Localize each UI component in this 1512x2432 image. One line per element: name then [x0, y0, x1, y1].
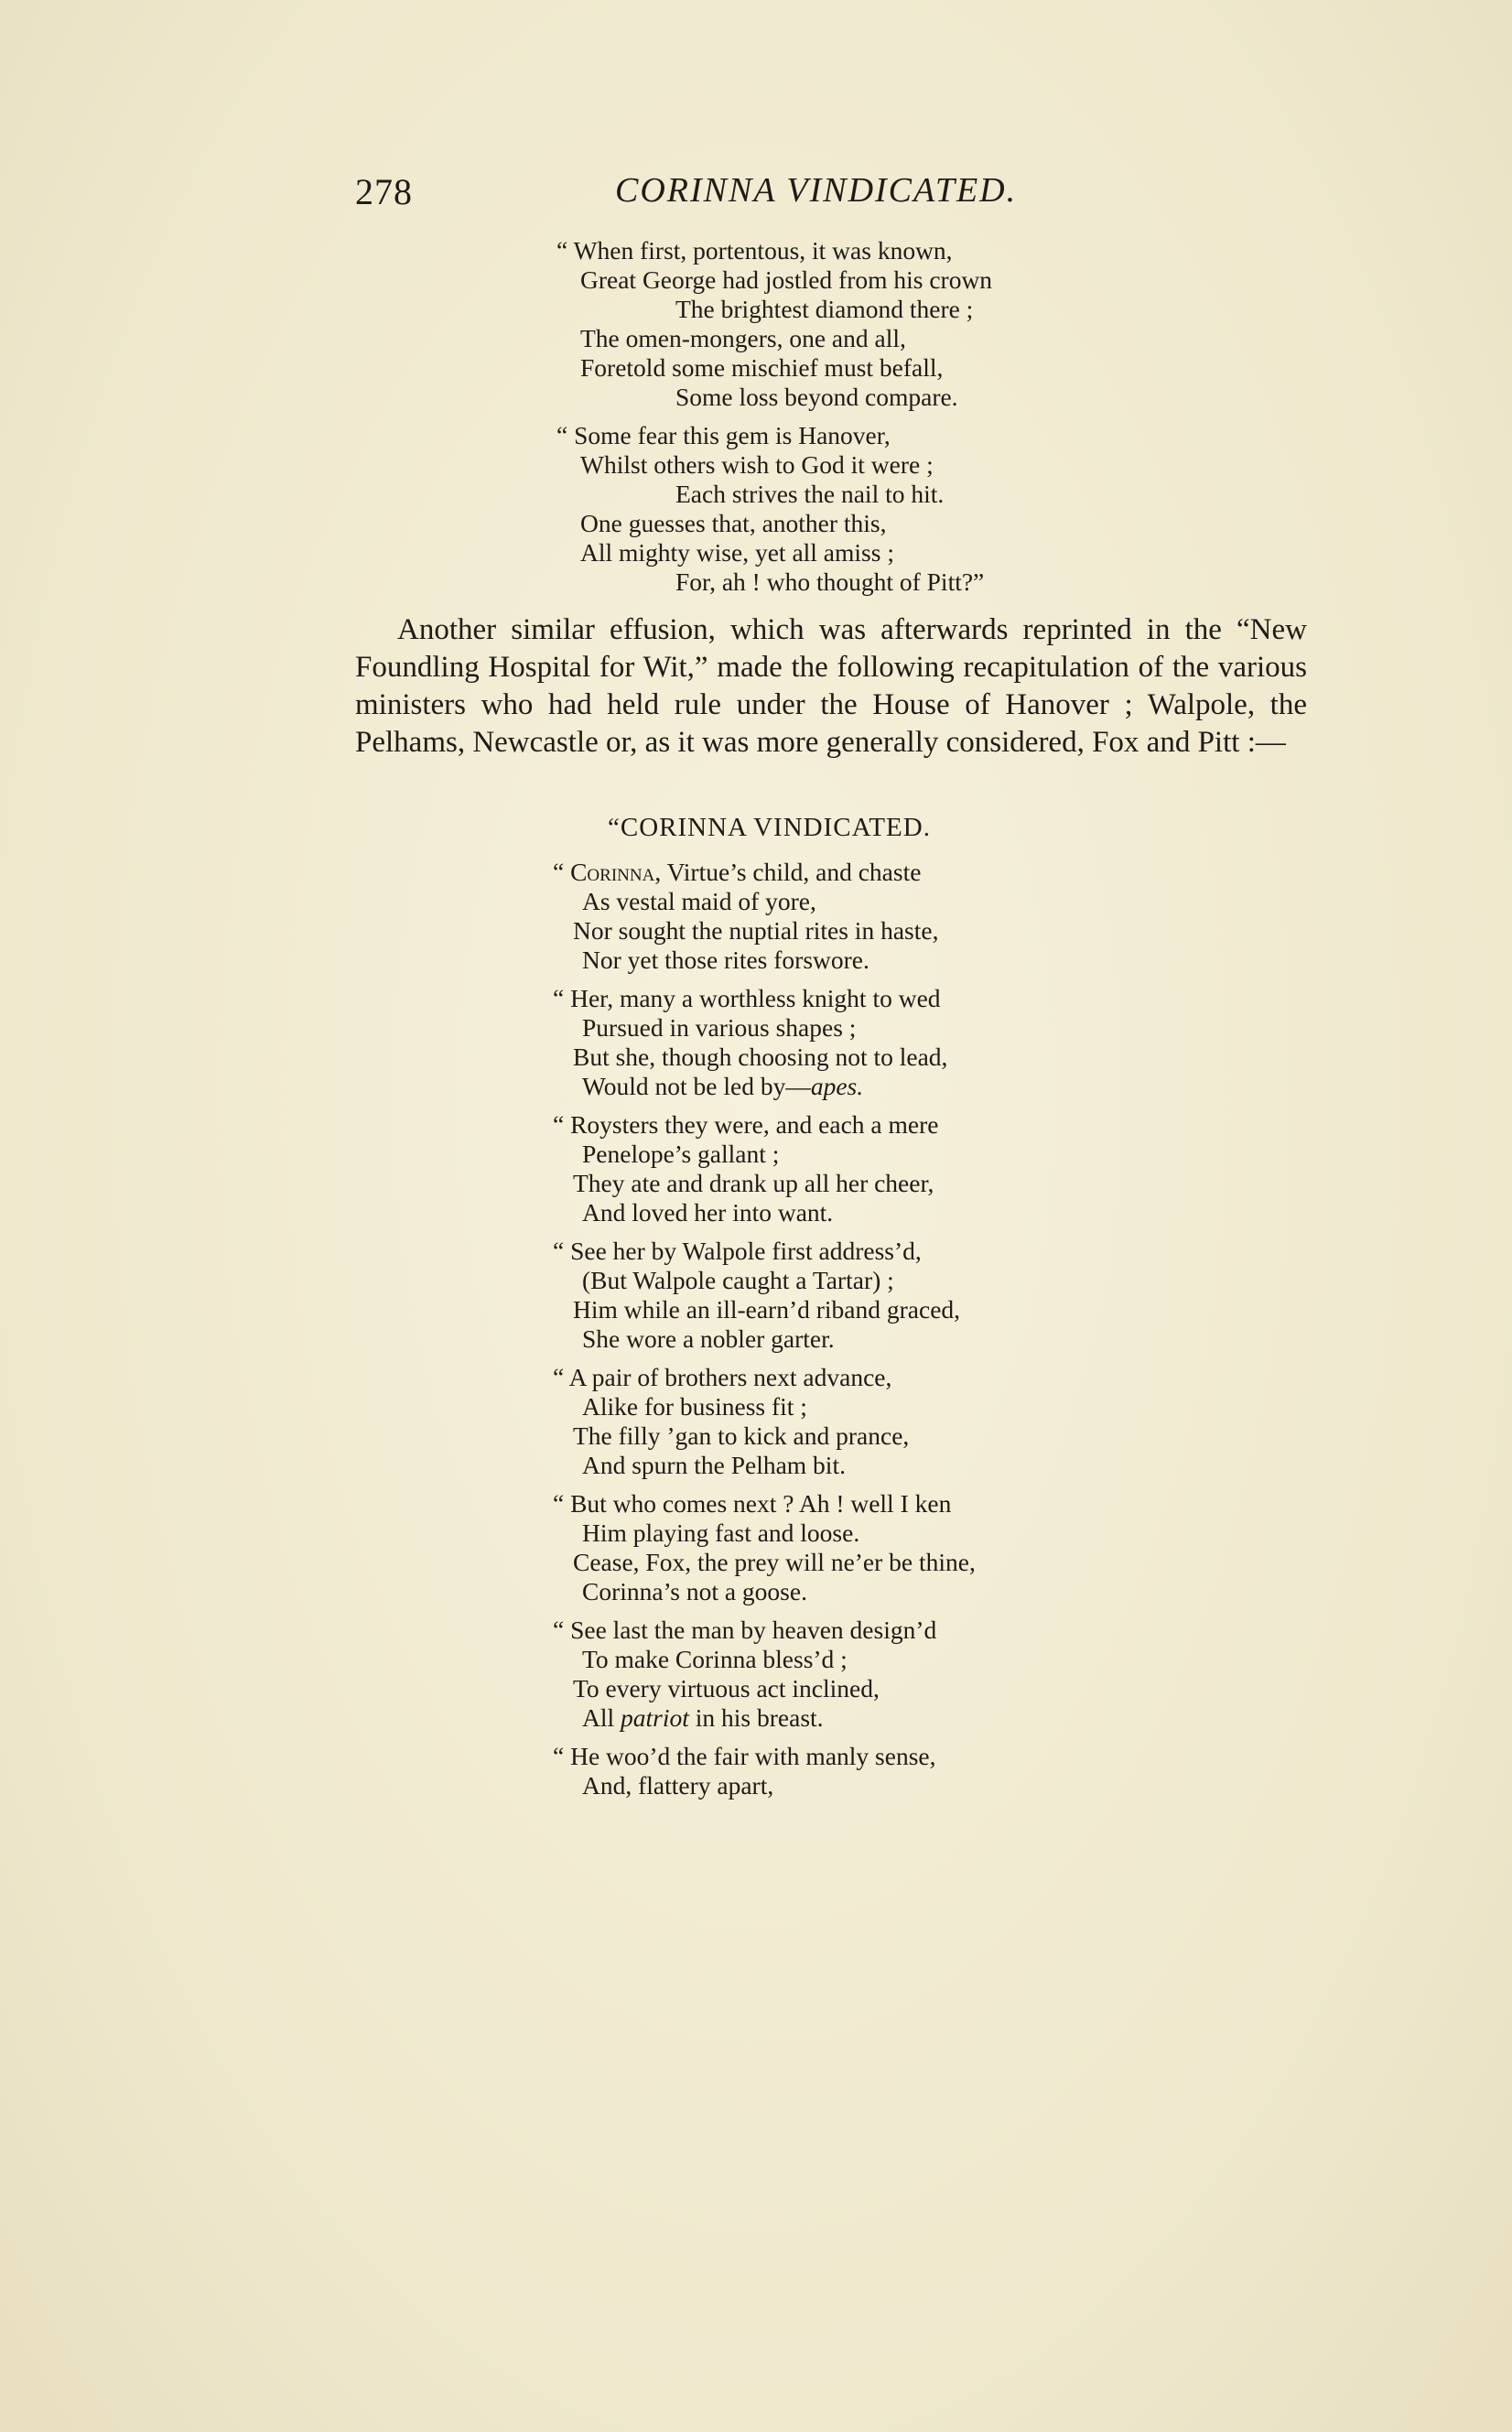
- poem-title: “CORINNA VINDICATED.: [608, 813, 931, 842]
- poem-line: Whilst others wish to God it were ;: [580, 450, 934, 479]
- page-number: 278: [355, 171, 413, 212]
- line-rest: Virtue’s child, and chaste: [661, 858, 922, 886]
- stanza: [553, 858, 976, 975]
- poem-line: “ Roysters they were, and each a mere: [553, 1110, 939, 1139]
- italic-word: apes.: [810, 1072, 864, 1100]
- paragraph-text: Another similar effusion, which was afterwards reprinted in the “New Foundling Hospital for Wit,” made the following recapitulation of the various ministers who had held rule under the House of Hanover ; Walpole, the Pelhams, Newcastle or, as it was more generally considered, Fox and Pitt :—: [355, 613, 1307, 759]
- poem-line: Some loss beyond compare.: [675, 383, 958, 411]
- poem-line: “ But who comes next ? Ah ! well I ken: [553, 1489, 952, 1518]
- name-small-caps: Corinna,: [570, 858, 662, 886]
- line-text: Would not be led by—: [582, 1072, 811, 1100]
- poem-line: Each strives the nail to hit.: [675, 480, 945, 508]
- poem-line: The brightest diamond there ;: [675, 295, 974, 323]
- stanza: [553, 1489, 976, 1606]
- poem-line: Him playing fast and loose.: [582, 1519, 860, 1547]
- poem-line: The omen-mongers, one and all,: [580, 324, 906, 352]
- poem-line: To every virtuous act inclined,: [573, 1674, 880, 1702]
- stanza: [553, 1110, 976, 1227]
- poem-line: (But Walpole caught a Tartar) ;: [582, 1266, 894, 1294]
- poem-line: Nor yet those rites forswore.: [582, 946, 869, 974]
- poem-line: Him while an ill-earn’d riband graced,: [573, 1295, 961, 1324]
- stanza: [553, 1616, 976, 1733]
- poem-line: “ See her by Walpole first address’d,: [553, 1237, 922, 1265]
- poem-line: “ See last the man by heaven design’d: [553, 1616, 937, 1644]
- poem-line: “ Some fear this gem is Hanover,: [556, 421, 891, 449]
- italic-word: patriot: [621, 1703, 689, 1732]
- poem-line: Alike for business fit ;: [582, 1392, 807, 1421]
- poem-line: And loved her into want.: [582, 1198, 834, 1227]
- stanza: [556, 236, 992, 412]
- poem-line: Great George had jostled from his crown: [580, 265, 993, 294]
- line-text: in his breast.: [688, 1703, 824, 1732]
- poem-line: Pursued in various shapes ;: [582, 1013, 857, 1042]
- poem-line: Corinna’s not a goose.: [582, 1577, 807, 1605]
- running-head: [355, 170, 1069, 218]
- poem-line: “ When first, portentous, it was known,: [556, 236, 953, 265]
- poem-line: They ate and drank up all her cheer,: [573, 1169, 934, 1197]
- poem-line: “ Her, many a worthless knight to wed: [553, 984, 941, 1012]
- poem-line: But she, though choosing not to lead,: [573, 1043, 948, 1071]
- stanza: [556, 421, 992, 597]
- poem-corinna-vindicated: [553, 858, 976, 1810]
- poem-line: [553, 1703, 976, 1733]
- poem-line: Cease, Fox, the prey will ne’er be thine,: [573, 1548, 976, 1576]
- prose-paragraph: [355, 611, 1307, 762]
- poem-line: “ A pair of brothers next advance,: [553, 1363, 892, 1391]
- stanza: [553, 1237, 976, 1354]
- poem-line: The filly ’gan to kick and prance,: [573, 1421, 910, 1450]
- poem-line: [553, 858, 976, 887]
- poem-line: For, ah ! who thought of Pitt?”: [675, 567, 985, 596]
- poem-line: To make Corinna bless’d ;: [582, 1645, 848, 1673]
- stanza: [553, 984, 976, 1101]
- poem-line: “ He woo’d the fair with manly sense,: [553, 1742, 936, 1770]
- poem-line: She wore a nobler garter.: [582, 1324, 835, 1353]
- poem-line: All mighty wise, yet all amiss ;: [580, 538, 894, 567]
- poem-line: Foretold some mischief must befall,: [580, 353, 944, 382]
- stanza: [553, 1742, 976, 1800]
- poem-line: Penelope’s gallant ;: [582, 1140, 780, 1168]
- line-text: All: [582, 1703, 621, 1732]
- poem-line: And, flattery apart,: [582, 1771, 774, 1800]
- poem-line: One guesses that, another this,: [580, 509, 887, 537]
- stanza: [553, 1363, 976, 1480]
- poem-line: [553, 1072, 976, 1101]
- poem-line: And spurn the Pelham bit.: [582, 1451, 846, 1479]
- running-title: CORINNA VINDICATED.: [615, 171, 1018, 210]
- open-quote: “: [553, 858, 571, 886]
- poem-line: As vestal maid of yore,: [582, 887, 816, 915]
- poem-line: Nor sought the nuptial rites in haste,: [573, 916, 939, 945]
- poem-quotation: [556, 236, 992, 606]
